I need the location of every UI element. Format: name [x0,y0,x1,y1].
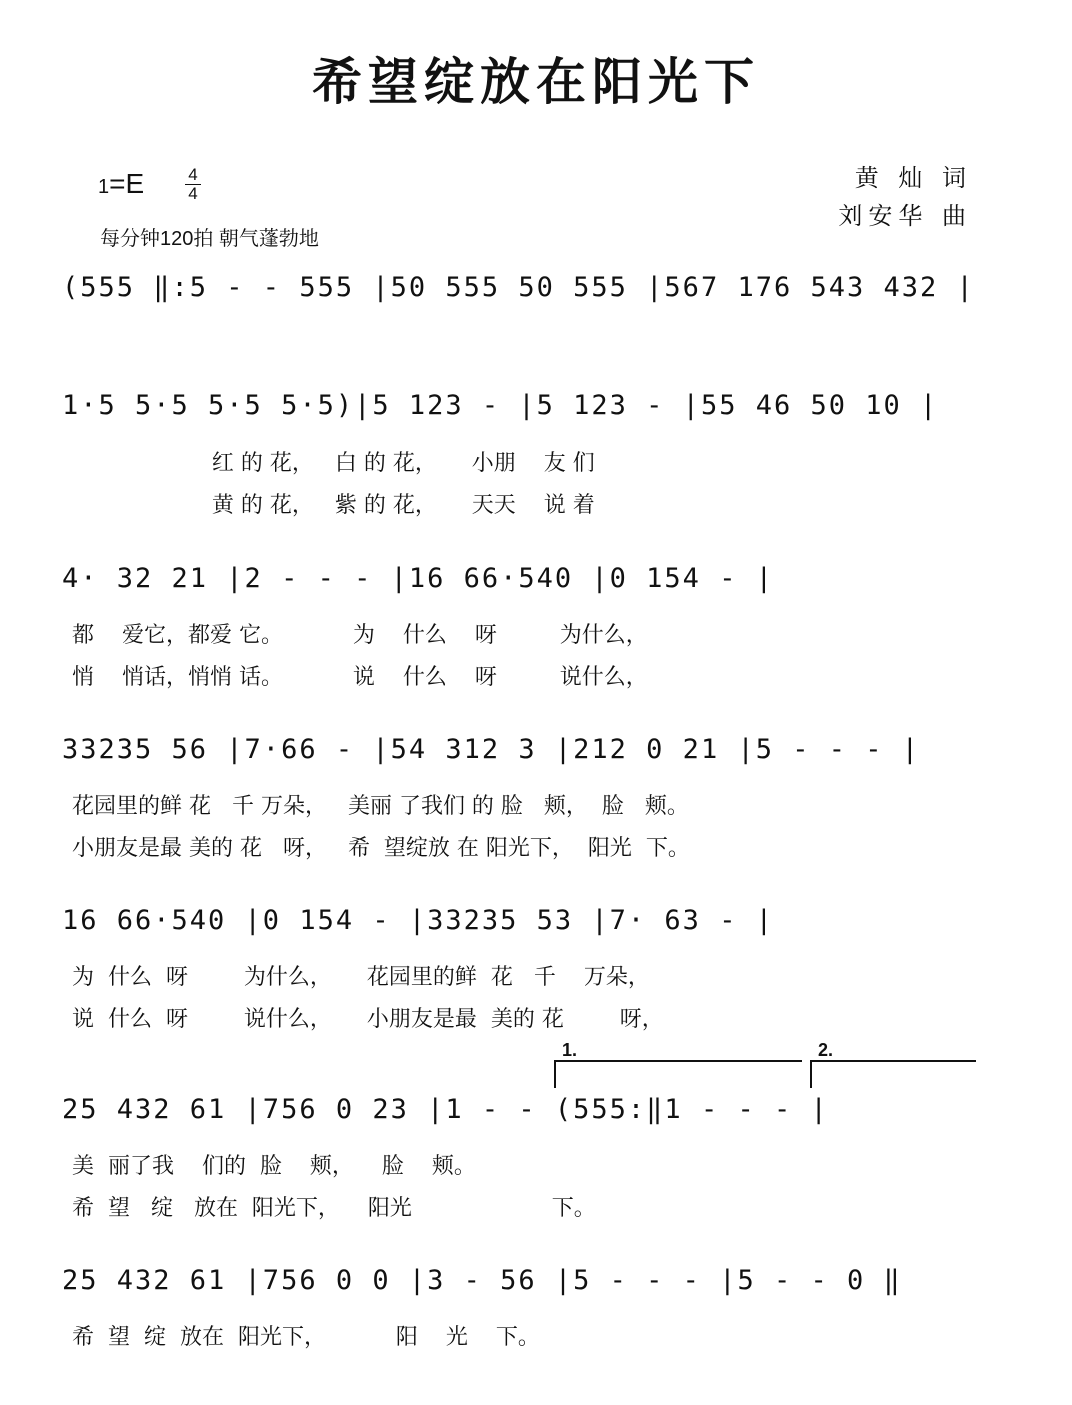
time-signature-top: 4 [188,165,198,184]
key-text: =E [109,168,145,199]
song-title: 希望绽放在阳光下 [312,52,760,111]
second-ending-label: 2. [818,1040,834,1060]
notation-line: 4· 32 21 |2 - - - |16 66·540 |0 154 - | [62,563,774,594]
composer-credit: 刘安华 曲 [838,202,972,230]
lyrics-verse-2: 说 什么 呀 说什么， 小朋友是最 美的 花 呀， [72,1007,664,1032]
notation-line: (555 ‖:5 - - 555 |50 555 50 555 |567 176 543 432 | [62,272,975,303]
time-signature [185,166,201,203]
key-prefix: 1 [98,176,110,198]
first-ending-label: 1. [562,1040,578,1060]
second-ending-bracket [810,1040,976,1088]
lyrics-verse-2: 希 望 绽 放在 阳光下， 阳光 下。 [72,1196,596,1221]
lyrics-verse-1: 花园里的鲜 花 千 万朵， 美丽 了我们 的 脸 颊， 脸 颊。 [72,794,689,819]
lyrics-verse-1: 希 望 绽 放在 阳光下， 阳 光 下。 [72,1325,540,1350]
key-signature [98,168,144,200]
lyrics-verse-1: 为 什么 呀 为什么， 花园里的鲜 花 千 万朵， [72,965,650,990]
notation-line: 25 432 61 |756 0 23 |1 - - (555:‖1 - - - | [62,1094,829,1125]
notation-line: 33235 56 |7·66 - |54 312 3 |212 0 21 |5 - - - | [62,734,921,765]
notation-line: 1·5 5·5 5·5 5·5)|5 123 - |5 123 - |55 46 50 10 | [62,390,939,421]
tempo-marking: 每分钟120拍 朝气蓬勃地 [100,228,319,250]
lyrics-verse-2: 黄 的 花， 紫 的 花， 天天 说 着 [72,493,595,518]
notation-line: 25 432 61 |756 0 0 |3 - 56 |5 - - - |5 - - 0 ‖ [62,1265,902,1296]
lyrics-verse-1: 都 爱它，都爱 它。 为 什么 呀 为什么， [72,623,648,648]
lyricist-credit: 黄 灿 词 [854,164,972,192]
lyrics-verse-2: 悄 悄话，悄悄 话。 说 什么 呀 说什么， [72,665,648,690]
first-ending-tick [554,1062,556,1088]
lyrics-verse-1: 红 的 花， 白 的 花， 小朋 友 们 [72,451,595,476]
first-ending-bracket [554,1040,802,1088]
notation-line: 16 66·540 |0 154 - |33235 53 |7· 63 - | [62,905,774,936]
time-signature-bottom: 4 [185,184,201,203]
second-ending-tick [810,1062,812,1088]
lyrics-verse-2: 小朋友是最 美的 花 呀， 希 望绽放 在 阳光下， 阳光 下。 [72,836,690,861]
lyrics-verse-1: 美 丽了我 们的 脸 颊， 脸 颊。 [72,1154,476,1179]
